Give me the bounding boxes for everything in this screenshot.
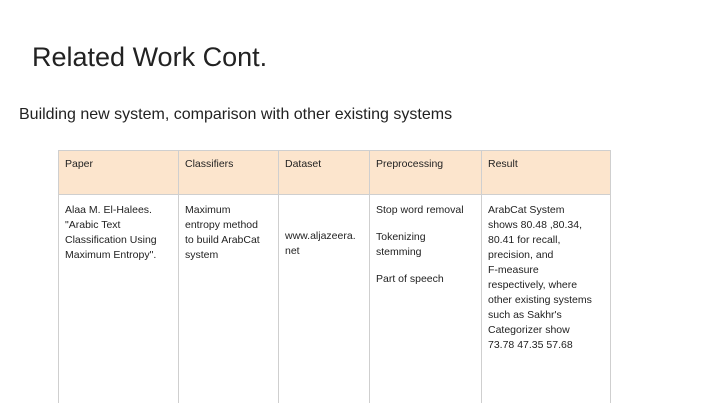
result-line: ArabCat System bbox=[488, 204, 565, 216]
classifiers-line: system bbox=[185, 249, 219, 261]
paper-line: Alaa M. El-Halees. bbox=[65, 204, 152, 216]
dataset-line: www.aljazeera. bbox=[285, 230, 356, 242]
preprocessing-stemming: stemming bbox=[376, 246, 422, 258]
classifiers-line: entropy method bbox=[185, 219, 258, 231]
related-work-table bbox=[58, 150, 611, 403]
cell-dataset bbox=[279, 195, 370, 404]
header-classifiers: Classifiers bbox=[179, 151, 279, 195]
result-line: 73.78 47.35 57.68 bbox=[488, 339, 573, 351]
preprocessing-pos: Part of speech bbox=[376, 273, 444, 285]
table-header-row bbox=[59, 151, 611, 195]
result-line: Categorizer show bbox=[488, 324, 570, 336]
paper-line: "Arabic Text bbox=[65, 219, 121, 231]
preprocessing-stop-word: Stop word removal bbox=[376, 204, 464, 216]
header-paper: Paper bbox=[59, 151, 179, 195]
cell-paper bbox=[59, 195, 179, 404]
result-line: such as Sakhr's bbox=[488, 309, 562, 321]
cell-preprocessing bbox=[370, 195, 482, 404]
paper-line: Maximum Entropy". bbox=[65, 249, 157, 261]
dataset-line: net bbox=[285, 245, 300, 257]
slide-title: Related Work Cont. bbox=[32, 42, 268, 72]
header-result: Result bbox=[482, 151, 611, 195]
result-line: 80.41 for recall, bbox=[488, 234, 561, 246]
result-line: F-measure bbox=[488, 264, 539, 276]
cell-classifiers bbox=[179, 195, 279, 404]
result-line: precision, and bbox=[488, 249, 554, 261]
slide-subtitle: Building new system, comparison with other existing systems bbox=[19, 106, 453, 123]
result-line: other existing systems bbox=[488, 294, 592, 306]
classifiers-line: Maximum bbox=[185, 204, 231, 216]
header-dataset: Dataset bbox=[279, 151, 370, 195]
result-line: shows 80.48 ,80.34, bbox=[488, 219, 582, 231]
preprocessing-tokenizing: Tokenizing bbox=[376, 231, 426, 243]
table-row bbox=[59, 195, 611, 404]
classifiers-line: to build ArabCat bbox=[185, 234, 260, 246]
paper-line: Classification Using bbox=[65, 234, 157, 246]
header-preprocessing: Preprocessing bbox=[370, 151, 482, 195]
cell-result bbox=[482, 195, 611, 404]
result-line: respectively, where bbox=[488, 279, 578, 291]
